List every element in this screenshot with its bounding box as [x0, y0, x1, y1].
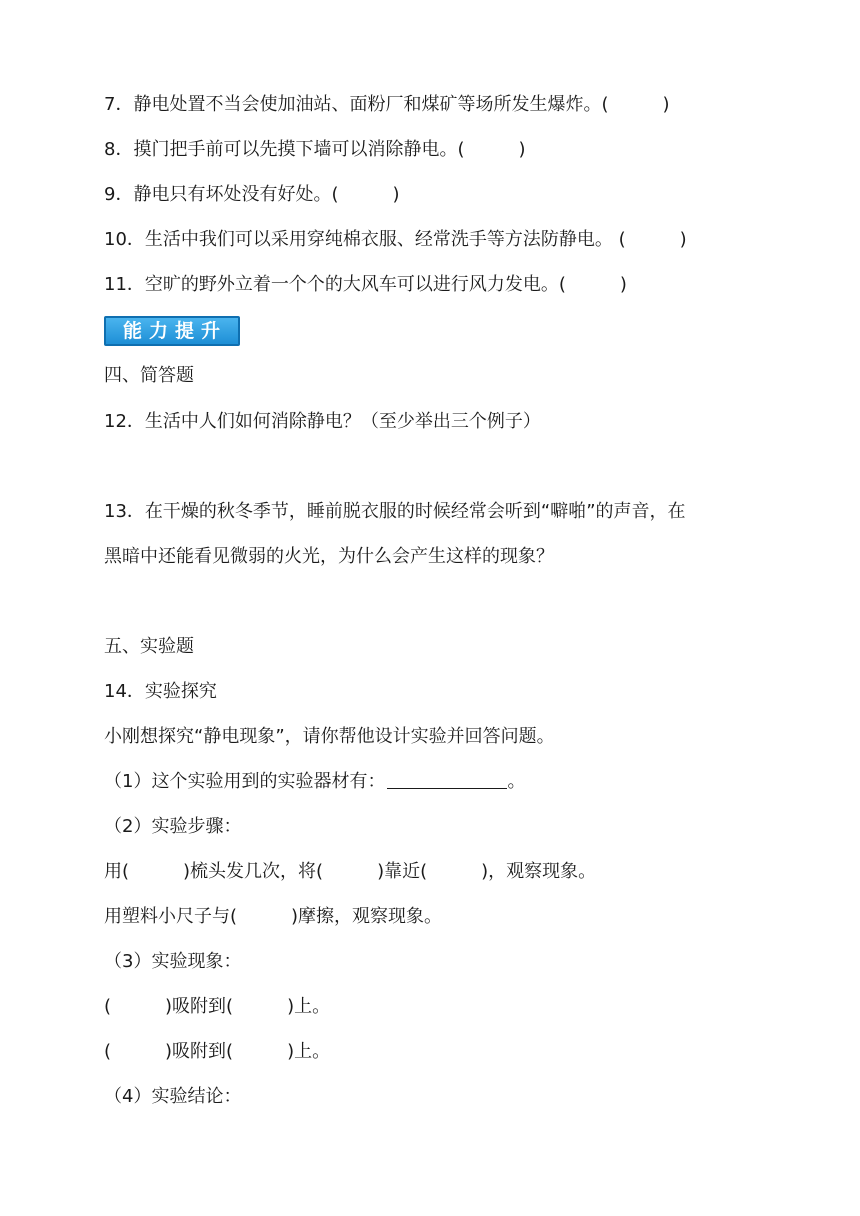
part-2-label: （2）实验步骤： — [104, 816, 242, 837]
part-4-label: （4）实验结论： — [104, 1086, 242, 1107]
question-11: 11．空旷的野外立着一个个的大风车可以进行风力发电。( ) — [104, 274, 627, 295]
question-13-line-2: 黑暗中还能看见微弱的火光，为什么会产生这样的现象？ — [104, 546, 554, 567]
part-3-label: （3）实验现象： — [104, 951, 242, 972]
ability-improvement-banner: 能力提升 — [104, 316, 240, 346]
question-12: 12．生活中人们如何消除静电？（至少举出三个例子） — [104, 411, 541, 432]
phenomenon-1: ( )吸附到( )上。 — [104, 996, 331, 1017]
question-7: 7．静电处置不当会使加油站、面粉厂和煤矿等场所发生爆炸。( ) — [104, 94, 670, 115]
section-4-heading: 四、简答题 — [104, 365, 194, 386]
phenomenon-2: ( )吸附到( )上。 — [104, 1041, 331, 1062]
question-8: 8．摸门把手前可以先摸下墙可以消除静电。( ) — [104, 139, 526, 160]
experiment-intro: 小刚想探究“静电现象”，请你帮他设计实验并回答问题。 — [104, 726, 555, 747]
part-1-suffix: 。 — [507, 771, 526, 792]
part-1-prefix: （1）这个实验用到的实验器材有： — [104, 771, 386, 792]
question-10: 10．生活中我们可以采用穿纯棉衣服、经常洗手等方法防静电。 ( ) — [104, 229, 687, 250]
step-2: 用塑料小尺子与( )摩擦，观察现象。 — [104, 906, 443, 927]
question-9: 9．静电只有坏处没有好处。( ) — [104, 184, 400, 205]
section-5-heading: 五、实验题 — [104, 636, 194, 657]
question-14-title: 14．实验探究 — [104, 681, 217, 702]
question-13-line-1: 13．在干燥的秋冬季节，睡前脱衣服的时候经常会听到“噼啪”的声音，在 — [104, 501, 686, 522]
step-1: 用( )梳头发几次，将( )靠近( )，观察现象。 — [104, 861, 597, 882]
materials-answer-blank — [387, 770, 507, 789]
part-1-materials — [104, 770, 525, 794]
